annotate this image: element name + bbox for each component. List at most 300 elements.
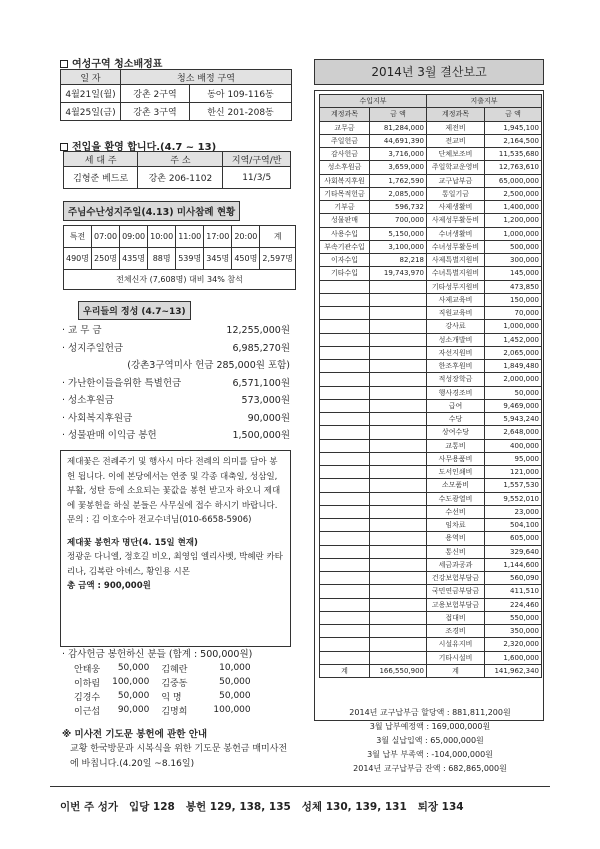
cell: 50,000 (219, 677, 251, 687)
cell (370, 386, 427, 399)
cell: 1,000,000 (485, 227, 542, 240)
cell: 560,090 (485, 572, 542, 585)
table-row (320, 585, 542, 598)
cell: 4월25일(금) (61, 103, 121, 121)
table-row (320, 280, 542, 293)
cell (320, 585, 370, 598)
list-item: · 사회복지후원금 90,000원 (62, 412, 290, 424)
cell: 사제성무활동비 (427, 214, 485, 227)
cell: 적성장학금 (427, 373, 485, 386)
cell: 한조후원비 (427, 360, 485, 373)
attendance-table (63, 225, 296, 290)
cell (320, 373, 370, 386)
cell (320, 638, 370, 651)
cell (320, 333, 370, 346)
cell: 급여 (427, 399, 485, 412)
cell: 500,000 (485, 240, 542, 253)
cell (370, 426, 427, 439)
cell: 44,691,390 (370, 134, 427, 147)
cell: 50,000 (117, 663, 150, 673)
cell: 기타수입 (320, 267, 370, 280)
cell: 9,552,010 (485, 492, 542, 505)
col-date: 일 자 (61, 70, 121, 85)
cell: 11:00 (176, 226, 204, 248)
table-row (320, 532, 542, 545)
cell: 1,144,600 (485, 558, 542, 571)
cell: 9,469,000 (485, 399, 542, 412)
cell (370, 399, 427, 412)
cell (320, 492, 370, 505)
cell: 기타성무지원비 (427, 280, 485, 293)
cell: 교무금 (320, 121, 370, 134)
cell (320, 413, 370, 426)
cell: 도서인쇄비 (427, 466, 485, 479)
table-row (320, 651, 542, 664)
cell: 익 명 (161, 692, 182, 703)
table-row (320, 413, 542, 426)
total-row (320, 664, 542, 677)
cell: 2,000,000 (485, 373, 542, 386)
table-row (320, 346, 542, 359)
cell (370, 452, 427, 465)
cell: 250명 (92, 248, 120, 270)
cell: 수녀생활비 (427, 227, 485, 240)
cell: 50,000 (219, 691, 251, 701)
summary-line: 3월 납부예정액 : 169,000,000원 (369, 722, 491, 731)
cell: 596,732 (370, 201, 427, 214)
cell: 이자수입 (320, 254, 370, 267)
cell: 473,850 (485, 280, 542, 293)
cell (370, 280, 427, 293)
cell: 411,510 (485, 585, 542, 598)
cell (370, 598, 427, 611)
cell: 300,000 (485, 254, 542, 267)
cell (370, 519, 427, 532)
table-row (320, 479, 542, 492)
cell (370, 545, 427, 558)
summary-line: 3월 납부 부족액 : -104,000,000원 (367, 750, 493, 759)
offerings-list (62, 322, 290, 445)
cell (320, 360, 370, 373)
table-row (320, 240, 542, 253)
cell: 동아 109-116동 (189, 85, 291, 103)
list-item: · 성지주일헌금 6,985,270원 (62, 342, 290, 354)
cell (370, 346, 427, 359)
table-row (320, 505, 542, 518)
cell: 강촌 206-1102 (138, 167, 223, 189)
expense-header: 지출지부 (427, 95, 542, 108)
cell: 2,500,000 (485, 187, 542, 200)
donor-names: 정광운 다니엘, 정호길 비오, 최영임 엘리사벳, 박혜란 카타리나, 김복란 아녜스, 황인용 시몬 (67, 552, 283, 577)
col-head: 계정과목 (320, 108, 370, 121)
cell: 1,945,100 (485, 121, 542, 134)
cell: 임차료 (427, 519, 485, 532)
cell (370, 532, 427, 545)
table-row (320, 572, 542, 585)
cell (370, 638, 427, 651)
cell (370, 307, 427, 320)
cell (370, 360, 427, 373)
cell: 교구납부금 (427, 174, 485, 187)
cell: 5,150,000 (370, 227, 427, 240)
cell (320, 320, 370, 333)
cell: 550,000 (485, 611, 542, 624)
cell: 안태웅 (74, 664, 101, 675)
table-row (320, 611, 542, 624)
cell: 국민연금부담금 (427, 585, 485, 598)
cell: 사제교육비 (427, 293, 485, 306)
cell: 강촌 2구역 (121, 85, 190, 103)
list-item: · 성물판매 이익금 봉헌 1,500,000원 (62, 430, 290, 441)
cell: 기타목적헌금 (320, 187, 370, 200)
cell: 고용보험부담금 (427, 598, 485, 611)
summary-line: 2014년 교구납부금 잔액 : 682,865,000원 (353, 764, 507, 773)
cell: 11,535,680 (485, 148, 542, 161)
cell: 직원교육비 (427, 307, 485, 320)
cell: 2,320,000 (485, 638, 542, 651)
col-head: 계정과목 (427, 108, 485, 121)
cell: 이하림 (74, 678, 101, 689)
table-row (320, 492, 542, 505)
cell (320, 519, 370, 532)
cell: 1,200,000 (485, 214, 542, 227)
cell (370, 333, 427, 346)
cell (320, 293, 370, 306)
cell: 150,000 (485, 293, 542, 306)
cell: 141,962,340 (485, 664, 542, 677)
donor-total: 총 금액 : 900,000원 (67, 581, 151, 591)
settlement-summary (318, 706, 542, 776)
cell: 23,000 (485, 505, 542, 518)
cell: 10:00 (148, 226, 176, 248)
cell: 접대비 (427, 611, 485, 624)
table-row (320, 214, 542, 227)
income-header: 수입지부 (320, 95, 427, 108)
altar-flowers-text: 제대꽃은 전례주기 및 행사시 마다 전례의 의미를 담아 봉헌 됩니다. 이에 본당에서는 연중 및 각종 대축일, 성삼일, 부활, 성탄 등에 소요되는 꽃값을 봉헌 받고자 하오니 제대에 꽃봉헌을 하실 분들은 사무실에 접수 하시기 바랍니다. (67, 457, 281, 511)
cell (320, 572, 370, 585)
list-item: · 가난한이들을위한 특별헌금 6,571,100원 (62, 377, 290, 389)
cell: 김혜란 (161, 664, 188, 675)
cell: 계 (320, 664, 370, 677)
cell (320, 558, 370, 571)
cell: 주일헌금 (320, 134, 370, 147)
cell: 345명 (204, 248, 232, 270)
cell: 90,000 (117, 705, 150, 715)
hymns-line: 이번 주 성가 입당 128 봉헌 129, 138, 135 성체 130, 139, 131 퇴장 134 (60, 801, 464, 813)
cell: 2,164,500 (485, 134, 542, 147)
cell (320, 532, 370, 545)
col-head: 주 소 (138, 152, 223, 167)
cell: 10,000 (219, 663, 251, 673)
cell (370, 293, 427, 306)
cell (320, 651, 370, 664)
list-item: (강촌3구역미사 헌금 285,000원 포함) (127, 360, 290, 371)
cell: 19,743,970 (370, 267, 427, 280)
table-row (320, 638, 542, 651)
cleaning-table (60, 69, 292, 121)
cell: 3,659,000 (370, 161, 427, 174)
cell: 1,000,000 (485, 320, 542, 333)
table-row (320, 320, 542, 333)
table-row (320, 558, 542, 571)
cell: 수선비 (427, 505, 485, 518)
cell: 사무용품비 (427, 452, 485, 465)
table-row (320, 386, 542, 399)
cell: 100,000 (112, 677, 150, 687)
table-row (320, 452, 542, 465)
cell (320, 386, 370, 399)
cell: 4월21일(월) (61, 85, 121, 103)
cell: 주일학교운영비 (427, 161, 485, 174)
cell: 50,000 (117, 691, 150, 701)
footer-rule (50, 786, 550, 787)
cell: 504,100 (485, 519, 542, 532)
cell (320, 280, 370, 293)
cell: 김경수 (74, 692, 101, 703)
cell: 490명 (64, 248, 92, 270)
square-bullet-icon (60, 60, 68, 68)
cell: 435명 (120, 248, 148, 270)
cell: 사회복지후원 (320, 174, 370, 187)
table-row (320, 598, 542, 611)
cell: 1,762,590 (370, 174, 427, 187)
cell: 539명 (176, 248, 204, 270)
summary-line: 2014년 교구납부금 할당액 : 881,811,200원 (349, 708, 511, 717)
cell: 상여수당 (427, 426, 485, 439)
col-zone: 청소 배정 구역 (121, 70, 292, 85)
table-row (320, 625, 542, 638)
cell: 17:00 (204, 226, 232, 248)
table-row (320, 254, 542, 267)
table-row (320, 187, 542, 200)
cell: 2,085,000 (370, 187, 427, 200)
cell: 김중동 (161, 678, 188, 689)
cell: 계 (260, 226, 296, 248)
cell: 5,943,240 (485, 413, 542, 426)
cell: 09:00 (120, 226, 148, 248)
cell: 2,597명 (260, 248, 296, 270)
cell: 조경비 (427, 625, 485, 638)
table-row (320, 466, 542, 479)
cell: 수녀성무활동비 (427, 240, 485, 253)
table-row (320, 307, 542, 320)
list-item: · 교 무 금 12,255,000원 (62, 325, 290, 336)
cell: 용역비 (427, 532, 485, 545)
cell: 100,000 (213, 705, 251, 715)
cell: 81,284,000 (370, 121, 427, 134)
cell: 시설유지비 (427, 638, 485, 651)
cell (370, 466, 427, 479)
attendance-title: 주님수난성지주일(4.13) 미사참례 현황 (63, 201, 240, 221)
table-row (320, 373, 542, 386)
cell (320, 611, 370, 624)
cell: 부속기관수입 (320, 240, 370, 253)
cell: 224,460 (485, 598, 542, 611)
cell: 1,557,530 (485, 479, 542, 492)
cell: 성소개발비 (427, 333, 485, 346)
cell (370, 572, 427, 585)
cell: 2,648,000 (485, 426, 542, 439)
table-row (320, 399, 542, 412)
welcome-title: 전입을 환영 합니다.(4.7 ~ 13) (60, 138, 216, 153)
cell: 166,550,900 (370, 664, 427, 677)
cell: 강촌 3구역 (121, 103, 190, 121)
cell: 1,452,000 (485, 333, 542, 346)
cell: 700,000 (370, 214, 427, 227)
cell: 82,218 (370, 254, 427, 267)
cell (370, 413, 427, 426)
cell: 통신비 (427, 545, 485, 558)
prayer-text: 교황 한국방문과 시복식을 위한 기도문 봉헌금 매미사전에 바칩니다.(4.20일 ~8.16일) (70, 744, 288, 769)
welcome-table (63, 151, 291, 189)
prayer-title: ※ 미사전 기도문 봉헌에 관한 안내 (62, 729, 208, 740)
cell: 12,763,610 (485, 161, 542, 174)
cell: 수도광열비 (427, 492, 485, 505)
cell: 07:00 (92, 226, 120, 248)
cell (320, 307, 370, 320)
donor-list-title: 제대꽃 봉헌자 명단(4. 15일 현재) (67, 537, 198, 548)
cell: 전교비 (427, 134, 485, 147)
cell: 3,100,000 (370, 240, 427, 253)
cell: 특전 (64, 226, 92, 248)
cell (370, 439, 427, 452)
cell: 감사헌금 (320, 148, 370, 161)
cell (370, 585, 427, 598)
cell: 건강보험부담금 (427, 572, 485, 585)
table-row (320, 161, 542, 174)
summary-line: 3월 실납입액 : 65,000,000원 (376, 736, 484, 745)
cell: 행사경조비 (427, 386, 485, 399)
cell: 이근섭 (74, 706, 101, 717)
cell (370, 611, 427, 624)
cell: 121,000 (485, 466, 542, 479)
cell: 사제생활비 (427, 201, 485, 214)
cell: 1,600,000 (485, 651, 542, 664)
cell: 145,000 (485, 267, 542, 280)
cell: 65,000,000 (485, 174, 542, 187)
table-row (320, 360, 542, 373)
table-row (320, 293, 542, 306)
cell (320, 426, 370, 439)
cell: 1,400,000 (485, 201, 542, 214)
table-row (320, 134, 542, 147)
table-row (320, 174, 542, 187)
table-row (320, 121, 542, 134)
cell: 사제특별지원비 (427, 254, 485, 267)
attendance-note: 전체신자 (7,608명) 대비 34% 참석 (64, 270, 296, 290)
settlement-table (319, 94, 542, 678)
cell: 605,000 (485, 532, 542, 545)
cell: 기타시설비 (427, 651, 485, 664)
square-bullet-icon (60, 143, 68, 151)
cell: 자선지원비 (427, 346, 485, 359)
cell (320, 466, 370, 479)
cell: 기부금 (320, 201, 370, 214)
cell: 사용수입 (320, 227, 370, 240)
table-row (320, 148, 542, 161)
cell: 통일기금 (427, 187, 485, 200)
cell (320, 452, 370, 465)
cell: 50,000 (485, 386, 542, 399)
contact-text: 문의 : 김 이호수아 전교수녀님(010-6658-5906) (67, 515, 252, 525)
cell: 수녀특별지원비 (427, 267, 485, 280)
cell: 단체보조비 (427, 148, 485, 161)
col-head: 지역/구역/반 (223, 152, 291, 167)
cell (320, 545, 370, 558)
cell (320, 625, 370, 638)
cell (370, 492, 427, 505)
thanks-title: · 감사헌금 봉헌하신 분들 (합계 : 500,000원) (62, 649, 253, 660)
settlement-title: 2014년 3월 결산보고 (314, 59, 544, 85)
cell: 성소후원금 (320, 161, 370, 174)
col-head: 금 액 (485, 108, 542, 121)
cell (370, 558, 427, 571)
cell: 한신 201-208동 (189, 103, 291, 121)
cell (370, 479, 427, 492)
cell: 김형준 베드로 (64, 167, 138, 189)
cell: 11/3/5 (223, 167, 291, 189)
cell: 계 (427, 664, 485, 677)
table-row (320, 201, 542, 214)
cell (320, 505, 370, 518)
cell: 350,000 (485, 625, 542, 638)
cell (320, 439, 370, 452)
table-row (320, 227, 542, 240)
cell: 2,065,000 (485, 346, 542, 359)
cell (320, 399, 370, 412)
cell: 소모품비 (427, 479, 485, 492)
cell: 교통비 (427, 439, 485, 452)
offerings-title: 우리들의 정성 (4.7~13) (78, 301, 191, 320)
cell: 95,000 (485, 452, 542, 465)
cell: 김명희 (161, 706, 188, 717)
cell (370, 373, 427, 386)
thanks-table (68, 661, 257, 717)
cell (370, 651, 427, 664)
cell: 제전비 (427, 121, 485, 134)
cell: 3,716,000 (370, 148, 427, 161)
cell (320, 479, 370, 492)
table-row (320, 439, 542, 452)
table-row (320, 426, 542, 439)
list-item: · 성소후원금 573,000원 (62, 395, 290, 406)
cell (320, 346, 370, 359)
cell: 성물판매 (320, 214, 370, 227)
cell: 세금과공과 (427, 558, 485, 571)
cell: 수당 (427, 413, 485, 426)
table-row (320, 333, 542, 346)
cell (370, 320, 427, 333)
table-row (320, 545, 542, 558)
cleaning-title: 여성구역 청소배정표 (60, 55, 162, 70)
cell (370, 625, 427, 638)
col-head: 세 대 주 (64, 152, 138, 167)
cell: 1,849,480 (485, 360, 542, 373)
cell: 450명 (232, 248, 260, 270)
cell (370, 505, 427, 518)
cell: 329,640 (485, 545, 542, 558)
cell: 강사료 (427, 320, 485, 333)
cell: 20:00 (232, 226, 260, 248)
col-head: 금 액 (370, 108, 427, 121)
altar-flowers-box (60, 450, 291, 647)
cell (320, 598, 370, 611)
cell: 70,000 (485, 307, 542, 320)
table-row (320, 519, 542, 532)
table-row (320, 267, 542, 280)
cell: 88명 (148, 248, 176, 270)
cell: 400,000 (485, 439, 542, 452)
